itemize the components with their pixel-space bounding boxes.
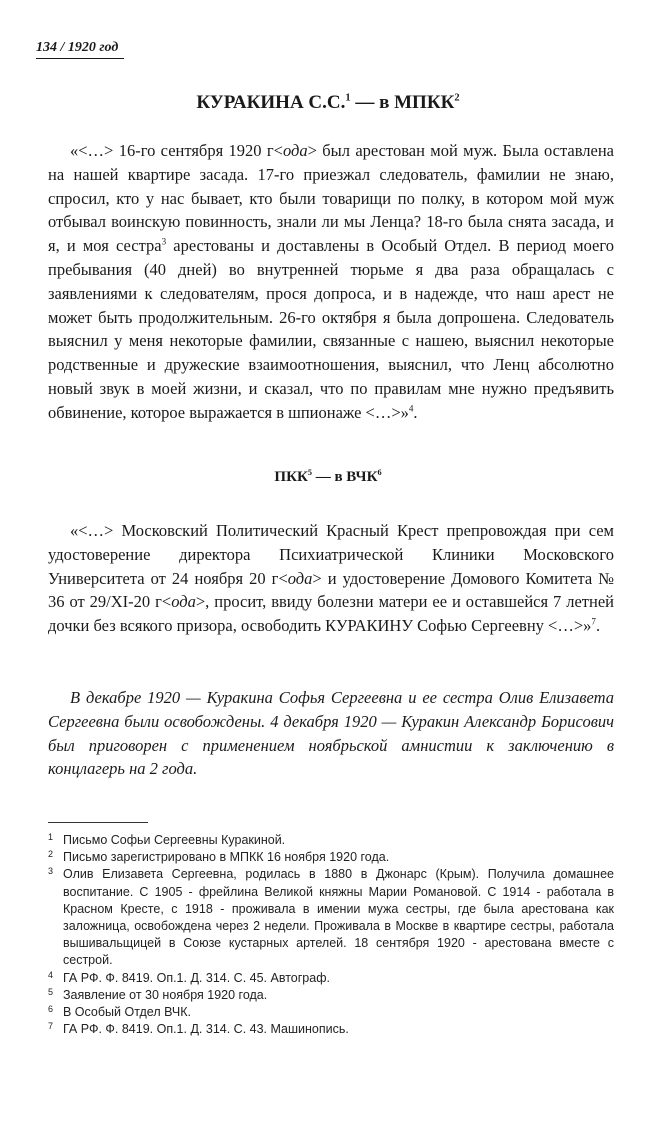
footnote-text: Письмо Софьи Сергеевны Куракиной. (63, 833, 286, 847)
footnote-number: 6 (48, 1004, 54, 1015)
paragraph-text: «<…> 16-го сентября 1920 г (70, 141, 274, 160)
footnote-text: Олив Елизавета Сергеевна, родилась в 1880 в Джонарс (Крым). Получила домашнее воспитание. С 1905 - фрейлина Великой княжны Марии Романовой. С 1914 - работала в Красном Кресте, с 1918 - проживала в имении мужа сестры, где была арестована как заложница, освобождена через 2 недели. Проживала в Москве в квартире сестры, работала вышивальщицей в Союзе кустарных артелей. 18 сентября 1920 - арестована вместе с сестрой. (63, 867, 614, 968)
paragraph-text: . (413, 402, 418, 422)
italic-word: ода (171, 592, 196, 612)
footnotes-block (48, 832, 614, 1038)
footnote-ref: 1 (345, 92, 351, 104)
footnote-ref: 5 (307, 468, 312, 477)
paragraph-text: «<…> Московский Политический Красный Крест препровождая при сем удостоверение директора Психиатрической Клиники Московского Университета от 24 ноября 20 г (48, 521, 614, 588)
footnote-text: ГА РФ. Ф. 8419. Оп.1. Д. 314. С. 43. Машинопись. (63, 1022, 349, 1037)
footnote-item (48, 1021, 614, 1038)
footnote-item (48, 987, 614, 1004)
footnote-number: 1 (48, 832, 54, 842)
italic-word: ода (287, 568, 313, 588)
title-text: — в МПКК (350, 92, 455, 113)
footnote-number: 2 (48, 849, 54, 860)
section-title-pkk (0, 469, 656, 486)
footnote-ref: 3 (161, 236, 167, 247)
footnote-number: 7 (48, 1021, 54, 1032)
paragraph-text: >, просит, ввиду болезни матери ее и оставшейся 7 летней дочки без всякого призора, освободить КУРАКИНУ Софью Сергеевну <…>» (48, 592, 614, 636)
footnote-item (48, 866, 614, 969)
pkk-paragraph: «<…> Московский Политический Красный Крест препровождая при сем удостоверение директора Психиатрической Клиники Московского Университета от 24 ноября 20 г<ода> и удостоверение Домового Комитета № 36 от 29/XI-20 г<ода>, просит, ввиду болезни матери ее и оставшейся 7 летней дочки без всякого призора, освободить КУРАКИНУ Софью Сергеевну <…>»$^7$. (48, 521, 614, 636)
footnote-number: 5 (48, 986, 54, 997)
paragraph-text: арестованы и доставлены в Особый Отдел. В период моего пребывания (40 дней) во внутренней тюрьме я два раза обращалась с заявлениями к следователям, прося допроса, и в надежде, что наш арест не может быть продолжительным. 26-го октября я была допрошена. Следователь выяснил у меня некоторые фамилии, связанные с нашею, выяснил некоторые родственные и дружеские взаимоотношения, выяснил, что Ленц абсолютно новый звук в моей жизни, и сказал, что по правилам мне нужно предъявить обвинение, которое выражается в шпионаже <…>» (48, 236, 614, 422)
footnote-item (48, 1004, 614, 1021)
paragraph-text: > и удостоверение Домового Комитета № 36 от 29/XI-20 г< (48, 568, 614, 612)
footnote-item (48, 970, 614, 987)
title-text: КУРАКИНА С.С. (196, 92, 346, 113)
paragraph-text: . (595, 616, 601, 636)
page-number-header: 134 / 1920 год (36, 40, 124, 59)
title-text: ПКК (274, 469, 308, 485)
footnote-text: Письмо зарегистрировано в МПКК 16 ноября 1920 года. (63, 850, 390, 865)
footnote-text: В Особый Отдел ВЧК. (63, 1005, 191, 1020)
paragraph-text: > был арестован мой муж. Была оставлена на нашей квартире засада. 17-го приезжал следователь, фамилии не знаю, спросил, кто у нас бывает, кто были товарищи по полку, в котором мой муж отбывал воинскую повинность, знали ли мы Ленца? 18-го была снята засада, и я, и моя сестра (48, 141, 615, 256)
title-text: — в ВЧК (311, 469, 378, 485)
footnote-item (48, 832, 614, 849)
footnote-number: 3 (48, 866, 54, 877)
footnote-divider (48, 822, 148, 823)
footnote-text: Заявление от 30 ноября 1920 года. (63, 987, 268, 1002)
footnote-item (48, 849, 614, 866)
italic-word: ода (282, 141, 308, 160)
footnote-ref: 7 (591, 616, 596, 627)
footnote-text: ГА РФ. Ф. 8419. Оп.1. Д. 314. С. 45. Автограф. (63, 970, 330, 985)
letter-paragraph: «<…> 16-го сентября 1920 г<ода> был арестован мой муж. Была оставлена на нашей квартире засада. 17-го приезжал следователь, фамилии не знаю, спросил, кто у нас бывает, кто были товарищи по полку, в котором мой муж отбывал воинскую повинность, знали ли мы Ленца? 18-го была снята засада, и я, и моя сестра$^3$ арестованы и доставлены в Особый Отдел. В период моего пребывания (40 дней) во внутренней тюрьме я два раза обращалась с заявлениями к следователям, прося допроса, и в надежде, что наш арест не может быть продолжительным. 26-го октября я была допрошена. Следователь выяснил у меня некоторые фамилии, связанные с нашею, выяснил некоторые родственные и дружеские взаимоотношения, выяснил, что Ленц абсолютно новый звук в моей жизни, и сказал, что по правилам мне нужно предъявить обвинение, которое выражается в шпионаже <…>»$^4$. (48, 141, 615, 422)
footnote-ref: 2 (454, 92, 460, 104)
section-title-kurakina (0, 92, 656, 114)
editorial-note-paragraph: В декабре 1920 — Куракина Софья Сергеевна и ее сестра Олив Елизавета Сергеевна были освобождены. 4 декабря 1920 — Куракин Александр Борисович был приговорен с применением ноябрьской амнистии к заключению в концлагерь на 2 года. (48, 688, 614, 779)
footnote-ref: 4 (408, 403, 414, 414)
footnote-number: 4 (48, 969, 54, 980)
footnote-ref: 6 (377, 468, 382, 477)
